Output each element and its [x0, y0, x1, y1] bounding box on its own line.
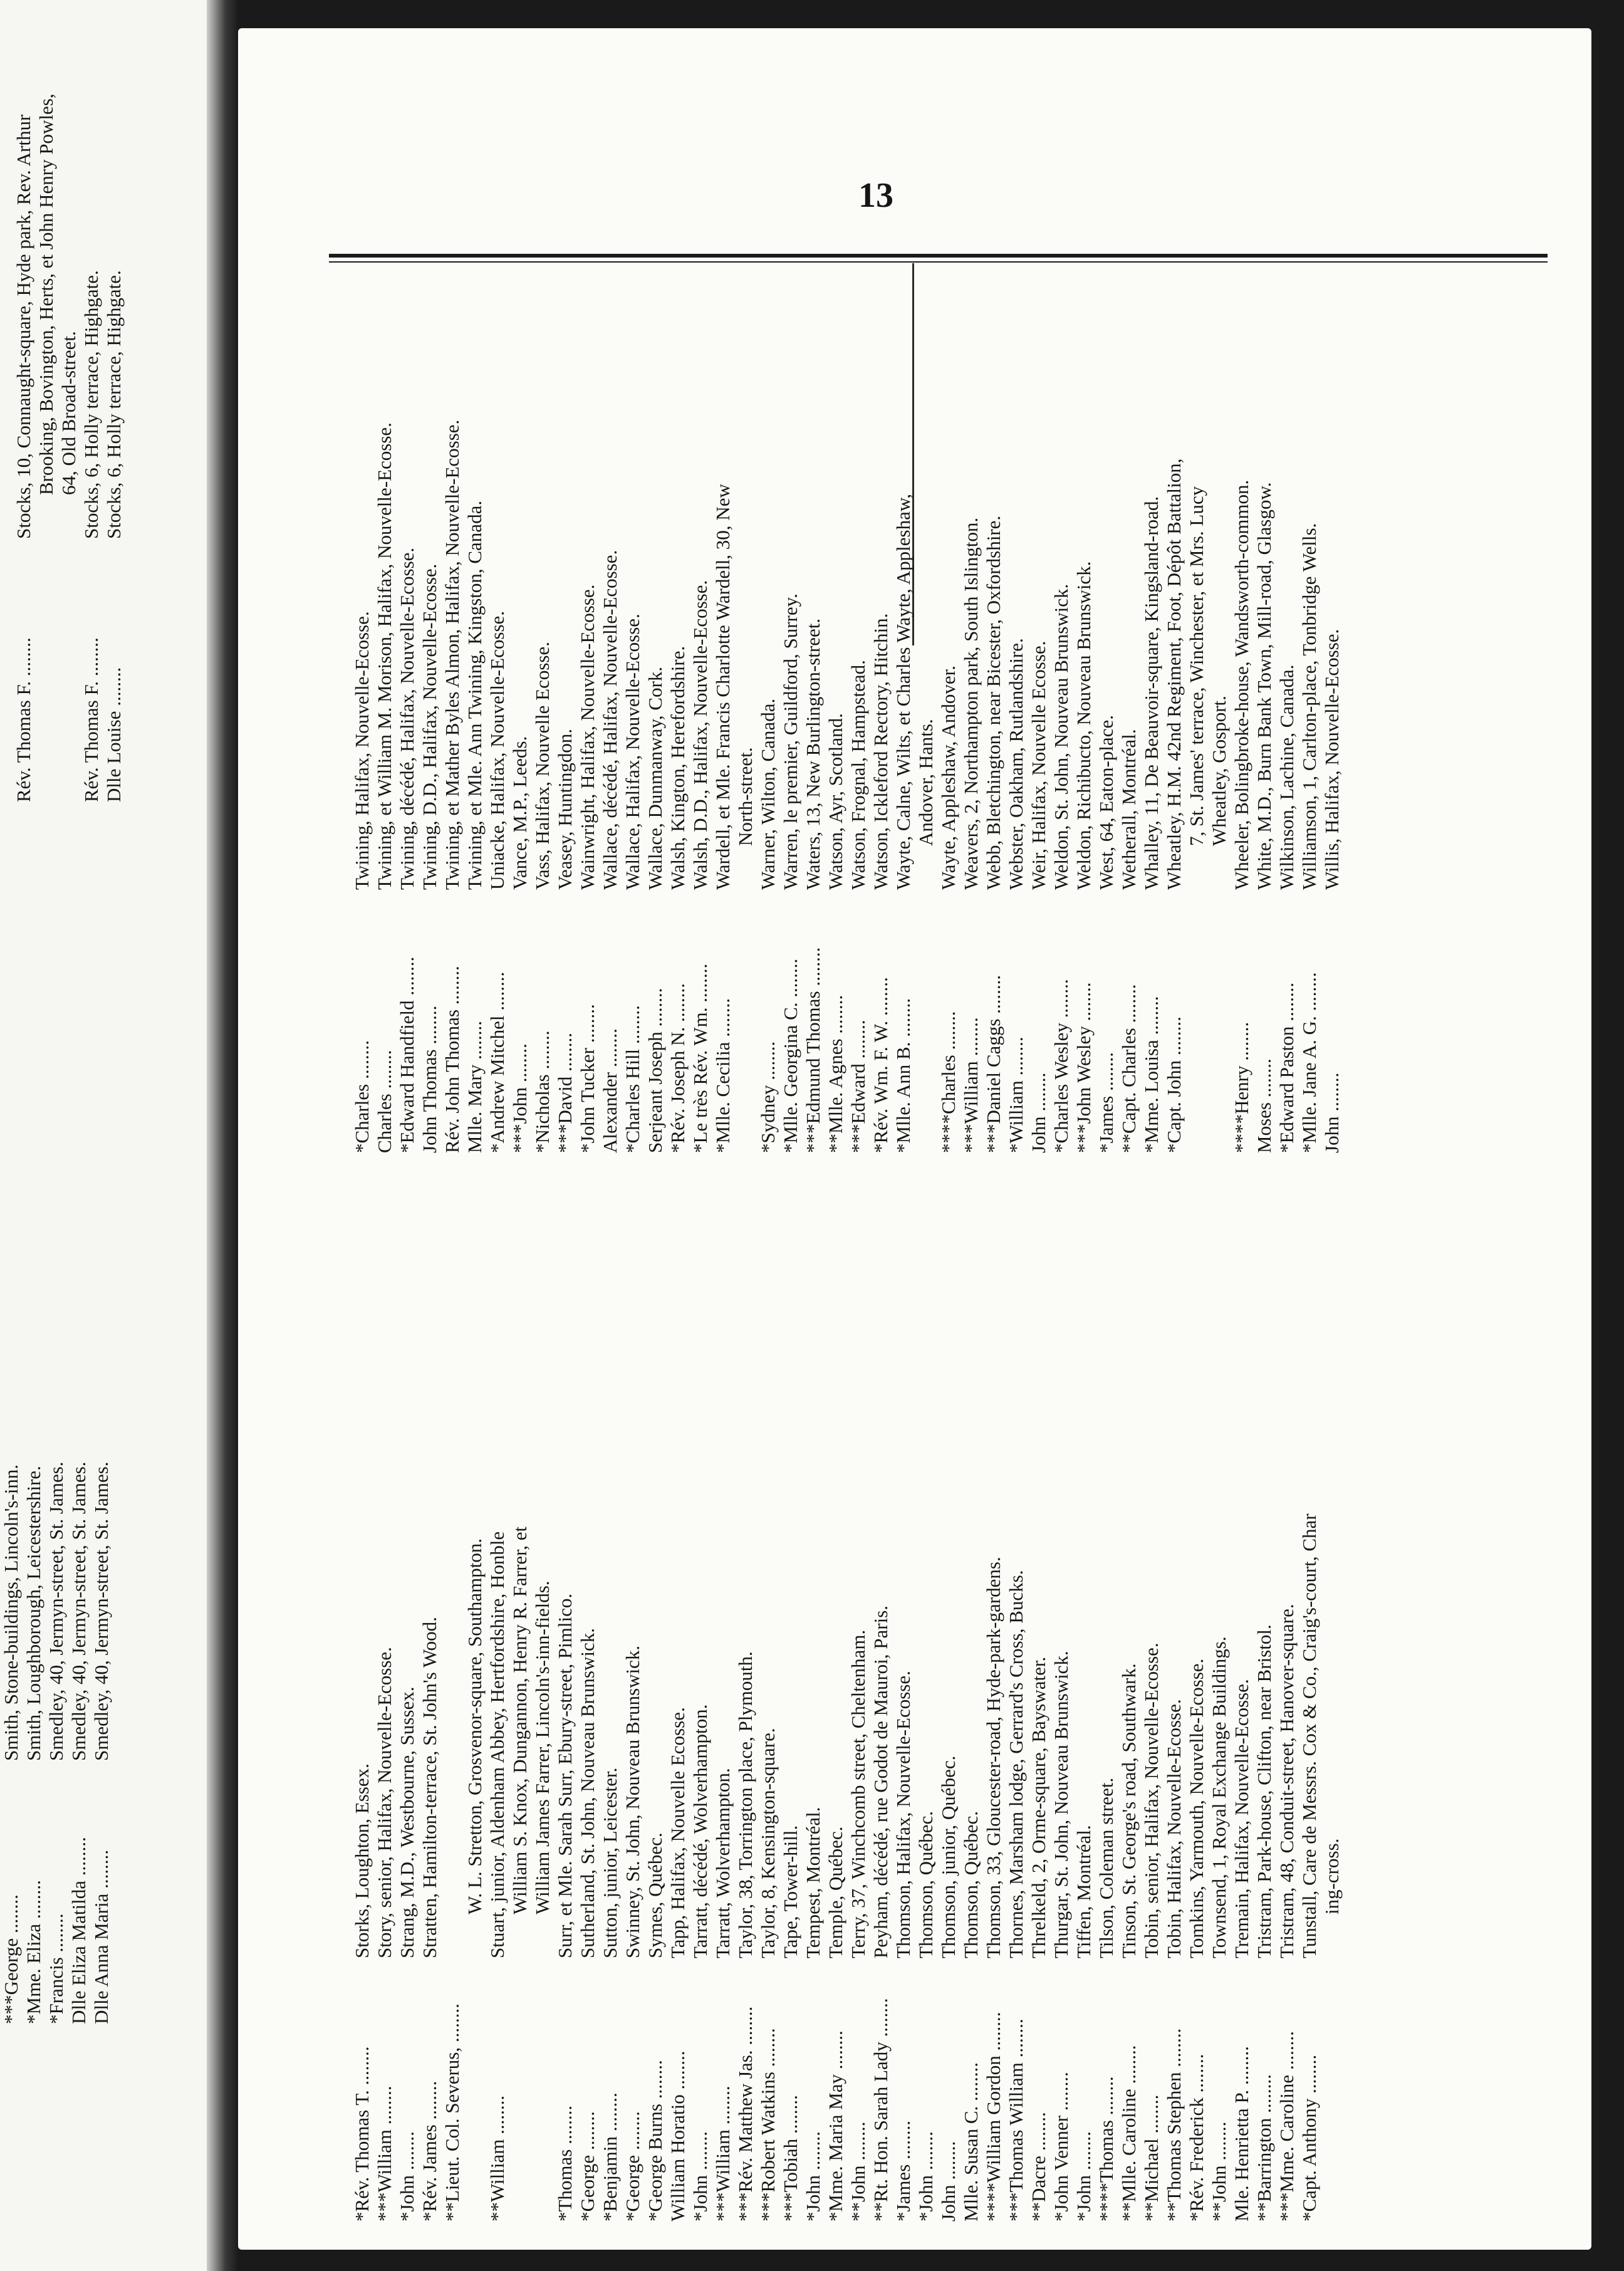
- list-entry: [1163, 1231, 1185, 2221]
- list-entry: [1163, 188, 1185, 1153]
- list-entry: [622, 1231, 644, 2221]
- entry-address: Veasey, Huntingdon.: [554, 728, 576, 890]
- entry-address: Stocks, 10, Connaught-square, Hyde park, Rev. Arthur: [13, 114, 34, 539]
- list-entry: [1321, 1231, 1343, 2221]
- entry-address: Tinson, St. George's road, Southwark.: [1118, 1663, 1140, 1958]
- entry-name: **Barrington ........: [1253, 2074, 1275, 2221]
- list-entry: [1050, 188, 1073, 1153]
- list-entry: [847, 188, 870, 1153]
- entry-name: **Thomas Stephen ........: [1163, 2028, 1185, 2221]
- entry-name: *John ........: [689, 2131, 711, 2221]
- list-entry: [1253, 1231, 1276, 2221]
- entry-name: *Thomas ........: [554, 2105, 576, 2221]
- entry-address: Tomkins, Yarmouth, Nouvelle-Ecosse.: [1185, 1658, 1207, 1958]
- entry-name: ****William Gordon ........: [982, 2012, 1004, 2221]
- entry-name: *Mlle. Jane A. G. ........: [1298, 972, 1320, 1153]
- entry-address: Twining, et William M. Morison, Halifax, Nouvelle-Ecosse.: [373, 422, 395, 890]
- page-number: 13: [858, 176, 893, 215]
- list-entry: [80, 50, 103, 802]
- entry-name: *Le très Rév. Wm. ........: [689, 963, 711, 1153]
- entry-address: Wainwright, Halifax, Nouvelle-Ecosse.: [576, 584, 598, 890]
- entry-address: Stuart, junior, Aldenham Abbey, Hertfordshire, Honble: [486, 1531, 508, 1958]
- entry-name: ***Rév. Matthew Jas. ........: [734, 2006, 756, 2221]
- entry-name: **Dacre ........: [1028, 2112, 1049, 2221]
- entry-name: *James ........: [1095, 1052, 1117, 1153]
- entry-address: Tristram, 48, Conduit-street, Hanover-square.: [1276, 1604, 1298, 1958]
- previous-page: [0, 0, 207, 2271]
- entry-address: Thomson, Québec.: [960, 1810, 982, 1958]
- list-entry: [419, 188, 441, 1153]
- book-gutter: [207, 0, 238, 2271]
- entry-name: ****Henry ........: [1231, 1021, 1252, 1153]
- list-entry: [982, 1231, 1005, 2221]
- list-entry: [1185, 1231, 1208, 2221]
- entry-address: 7, St. James' terrace, Winchester, et Mrs. Lucy: [1185, 486, 1207, 846]
- entry-address: Wayte, Appleshaw, Andover.: [937, 666, 959, 890]
- entry-name: Rév. Thomas F. ........: [80, 637, 102, 802]
- entry-address: Wallace, Dunmanway, Cork.: [644, 666, 666, 890]
- entry-address: Smedley, 40, Jermyn-street, St. James.: [68, 1461, 90, 1761]
- list-entry: [779, 188, 802, 1153]
- list-entry: [1298, 188, 1321, 1153]
- entry-name: **John ........: [1208, 2121, 1230, 2221]
- list-entry: [1073, 188, 1095, 1153]
- entry-address: Tiffen, Montréal.: [1073, 1825, 1095, 1958]
- entry-address: Symes, Québec.: [644, 1832, 666, 1958]
- entry-address: Terry, 37, Winchcomb street, Cheltenham.: [847, 1629, 869, 1958]
- entry-name: **Michael ........: [1140, 2094, 1162, 2221]
- list-entry: [825, 188, 847, 1153]
- entry-name: William Horatio ........: [667, 2050, 689, 2221]
- entry-address: Threlkeld, 2, Orme-square, Bayswater.: [1028, 1656, 1049, 1958]
- entry-address: Wallace, décédé, Halifax, Nouvelle-Ecosse.: [599, 550, 621, 890]
- entry-name: Dlle Anna Maria ........: [90, 1849, 112, 2024]
- entry-address: Stocks, 6, Holly terrace, Highgate.: [103, 270, 125, 539]
- entry-name: *Charles Wesley ........: [1050, 979, 1072, 1153]
- list-entry: [825, 1231, 847, 2221]
- entry-address: Weldon, St. John, Nouveau Brunswick.: [1050, 583, 1072, 890]
- list-entry: [1276, 188, 1298, 1153]
- entry-address: Tape, Tower-hill.: [779, 1825, 801, 1958]
- entry-address: Thurgar, St. John, Nouveau Brunswick.: [1050, 1651, 1072, 1958]
- entry-name: Mlle. Mary ........: [464, 1021, 486, 1153]
- list-entry: [576, 1231, 599, 2221]
- list-entry: [599, 188, 622, 1153]
- entry-address: Tempest, Montréal.: [802, 1807, 824, 1958]
- list-entry: [982, 188, 1005, 1153]
- list-entry: [1231, 188, 1253, 1153]
- entry-name: *Mlle. Georgina C. ........: [779, 958, 801, 1153]
- list-entry: [0, 1272, 23, 2024]
- list-entry: [464, 1231, 486, 2221]
- list-entry: [351, 1231, 373, 2221]
- list-entry: [35, 50, 58, 802]
- list-entry: [464, 188, 486, 1153]
- entry-address: Tarratt, décédé, Wolverhampton.: [689, 1704, 711, 1958]
- list-entry: [644, 188, 667, 1153]
- list-entry: [802, 188, 825, 1153]
- entry-name: ***John ........: [509, 1043, 531, 1153]
- entry-name: Rév. Thomas F. ........: [13, 637, 34, 802]
- list-entry: [1231, 1231, 1253, 2221]
- entry-address: Taylor, 8, Kensington-square.: [757, 1728, 779, 1958]
- entry-address: Surr, et Mle. Sarah Surr, Ebury-street, Pimlico.: [554, 1593, 576, 1958]
- entry-address: Warner, Wilton, Canada.: [757, 698, 779, 890]
- entry-address: Waters, 13, New Burlington-street.: [802, 618, 824, 890]
- entry-address: Thomson, 33, Gloucester-road, Hyde-park-gardens.: [982, 1557, 1004, 1958]
- entry-address: Tobin, Halifax, Nouvelle-Ecosse.: [1163, 1699, 1185, 1958]
- entry-name: *Rév. Wm. F. W. ........: [870, 977, 892, 1153]
- entry-name: *Sydney ........: [757, 1041, 779, 1153]
- list-entry: [396, 1231, 419, 2221]
- list-entry: [90, 1272, 113, 2024]
- list-entry: [1185, 188, 1208, 1153]
- entry-name: *John ........: [915, 2131, 937, 2221]
- entry-name: *Capt. John ........: [1163, 1016, 1185, 1153]
- entry-name: ***William ........: [373, 2086, 395, 2221]
- entry-address: Tarratt, Wolverhampton.: [712, 1768, 734, 1958]
- entry-name: Moses ........: [1253, 1058, 1275, 1153]
- entry-name: *George Burns ........: [644, 2060, 666, 2221]
- entry-address: Tristram, Park-house, Clifton, near Bristol.: [1253, 1624, 1275, 1958]
- entry-address: 64, Old Broad-street.: [58, 331, 80, 495]
- list-entry: [531, 1231, 554, 2221]
- entry-name: **Lieut. Col. Severus, ........: [441, 2003, 463, 2221]
- list-entry: [1028, 1231, 1050, 2221]
- entry-address: Watson, Ickleford Rectory, Hitchin.: [870, 613, 892, 890]
- list-entry: [960, 1231, 982, 2221]
- entry-name: *Nicholas ........: [531, 1030, 553, 1153]
- list-entry: [1140, 188, 1163, 1153]
- entry-address: William James Farrer, Lincoln's-inn-fields.: [531, 1580, 553, 1914]
- entry-address: W. L. Stretton, Grosvenor-square, Southampton.: [464, 1538, 486, 1914]
- entry-name: Rév. John Thomas ........: [441, 966, 463, 1153]
- list-entry: [68, 1272, 90, 2024]
- entry-address: Webster, Oakham, Rutlandshire.: [1005, 638, 1027, 890]
- entry-address: Stratten, Hamilton-terrace, St. John's Wood.: [419, 1617, 440, 1958]
- list-entry: [892, 1231, 915, 2221]
- entry-address: Temple, Québec.: [825, 1826, 846, 1958]
- entry-address: Townsend, 1, Royal Exchange Buildings.: [1208, 1636, 1230, 1958]
- list-entry: [396, 188, 419, 1153]
- entry-name: *Andrew Mitchel ........: [486, 971, 508, 1153]
- list-entry: [1253, 188, 1276, 1153]
- entry-name: John ........: [1028, 1072, 1049, 1153]
- entry-address: White, M.D., Burn Bank Town, Mill-road, Glasgow.: [1253, 482, 1275, 890]
- list-entry: [644, 1231, 667, 2221]
- entry-name: *John Venner ........: [1050, 2072, 1072, 2221]
- entry-name: ***William ........: [712, 2086, 734, 2221]
- entry-name: *Rév. Frederick ........: [1185, 2054, 1207, 2221]
- list-entry: [689, 188, 712, 1153]
- entry-address: Vance, M.P., Leeds.: [509, 736, 531, 890]
- list-entry: [1005, 188, 1028, 1153]
- entry-name: ***Tobiah ........: [779, 2095, 801, 2221]
- entry-name: *Rév. James ........: [419, 2080, 440, 2221]
- entry-name: **Mlle. Caroline ........: [1118, 2045, 1140, 2221]
- entry-name: *John ........: [1073, 2131, 1095, 2221]
- entry-address: Story, senior, Halifax, Nouvelle-Ecosse.: [373, 1647, 395, 1958]
- entry-name: ***Daniel Caggs ........: [982, 974, 1004, 1153]
- entry-name: *Francis ........: [45, 1913, 67, 2024]
- entry-address: Smith, Stone-buildings, Lincoln's-inn.: [0, 1464, 22, 1761]
- list-entry: [1276, 1231, 1298, 2221]
- entry-address: Weldon, Richibucto, Nouveau Brunswick.: [1073, 561, 1095, 890]
- entry-name: ***William ........: [960, 1017, 982, 1153]
- list-entry: [58, 50, 80, 802]
- entry-name: **Rt. Hon. Sarah Lady ........: [870, 1998, 892, 2221]
- entry-name: *John ........: [396, 2131, 418, 2221]
- list-entry: [531, 188, 554, 1153]
- entry-name: *Rév. Thomas T. ........: [351, 2046, 373, 2221]
- entry-address: Sutherland, St. John, Nouveau Brunswick.: [576, 1628, 598, 1958]
- entry-name: Serjeant Joseph ........: [644, 988, 666, 1153]
- entry-name: ***Edward ........: [847, 1020, 869, 1153]
- list-entry: [915, 188, 937, 1153]
- entry-address: Strang, M.D., Westbourne, Sussex.: [396, 1686, 418, 1958]
- list-entry: [373, 188, 396, 1153]
- entry-address: Tapp, Halifax, Nouvelle Ecosse.: [667, 1707, 689, 1958]
- prev-lower-column: [0, 1272, 113, 2024]
- list-entry: [23, 1272, 45, 2024]
- entry-name: *Mlle. Cecilia ........: [712, 998, 734, 1153]
- entry-name: ****Charles ........: [937, 1011, 959, 1153]
- entry-name: *Mme. Maria May ........: [825, 2030, 846, 2221]
- list-entry: [757, 188, 779, 1153]
- entry-address: Wheeler, Bolingbroke-house, Wandsworth-common.: [1231, 479, 1252, 890]
- entry-address: Wallace, Halifax, Nouvelle-Ecosse.: [622, 613, 643, 890]
- list-entry: [1118, 1231, 1140, 2221]
- list-entry: [441, 1231, 464, 2221]
- entry-address: Warren, le premier, Guildford, Surrey.: [779, 593, 801, 890]
- list-entry: [486, 188, 509, 1153]
- entry-name: Mle. Henrietta P. ........: [1231, 2046, 1252, 2221]
- list-entry: [1095, 188, 1118, 1153]
- entry-address: Thomson, Halifax, Nouvelle-Ecosse.: [892, 1671, 914, 1958]
- entry-address: Wilkinson, Lachine, Canada.: [1276, 664, 1298, 890]
- list-entry: [712, 188, 734, 1153]
- entry-address: Williamson, 1, Carlton-place, Tonbridge Wells.: [1298, 523, 1320, 890]
- entry-address: Walsh, D.D., Halifax, Nouvelle-Ecosse.: [689, 580, 711, 890]
- entry-address: Tobin, senior, Halifax, Nouvelle-Ecosse.: [1140, 1642, 1162, 1958]
- entry-name: **John ........: [847, 2121, 869, 2221]
- list-entry: [712, 1231, 734, 2221]
- entry-address: Uniacke, Halifax, Nouvelle-Ecosse.: [486, 610, 508, 890]
- entry-address: Tremain, Halifax, Nouvelle-Ecosse.: [1231, 1679, 1252, 1958]
- entry-name: ***Mme. Caroline ........: [1276, 2031, 1298, 2221]
- entry-name: *John ........: [802, 2131, 824, 2221]
- list-entry: [960, 188, 982, 1153]
- entry-name: *George ........: [576, 2111, 598, 2221]
- entry-name: *Mme. Louisa ........: [1140, 996, 1162, 1153]
- list-entry: [509, 1231, 531, 2221]
- entry-address: Swinney, St. John, Nouveau Brunswick.: [622, 1645, 643, 1958]
- entry-name: *William ........: [1005, 1036, 1027, 1153]
- list-entry: [915, 1231, 937, 2221]
- entry-name: Charles ........: [373, 1050, 395, 1153]
- entry-address: Wheatley, Gosport.: [1208, 696, 1230, 846]
- entry-address: Thornes, Marsham lodge, Gerrard's Cross, Bucks.: [1005, 1570, 1027, 1958]
- entry-address: Vass, Halifax, Nouvelle Ecosse.: [531, 641, 553, 890]
- list-entry: [1118, 188, 1140, 1153]
- entry-address: Wardell, et Mle. Francis Charlotte Wardell, 30, New: [712, 484, 734, 890]
- entry-address: Wetherall, Montréal.: [1118, 729, 1140, 890]
- entry-name: *Mlle. Ann B. ........: [892, 998, 914, 1153]
- entry-name: ***Edmund Thomas ........: [802, 947, 824, 1153]
- entry-name: **Mlle. Agnes ........: [825, 995, 846, 1153]
- entry-address: Thomson, Québec.: [915, 1810, 937, 1958]
- list-entry: [734, 1231, 757, 2221]
- entry-address: Thomson, junior, Québec.: [937, 1755, 959, 1958]
- list-entry: [509, 188, 531, 1153]
- entry-name: Dlle Louise ........: [103, 667, 125, 802]
- entry-address: Wheatley, H.M. 42nd Regiment, Foot, Dépôt Battalion,: [1163, 458, 1185, 890]
- entry-address: Weir, Halifax, Nouvelle Ecosse.: [1028, 640, 1049, 890]
- list-entry: [554, 1231, 576, 2221]
- entry-address: Brooking, Bovington, Herts, et John Henry Powles,: [35, 93, 57, 495]
- entry-address: Smedley, 40, Jermyn-street, St. James.: [90, 1461, 112, 1761]
- entry-name: ***George ........: [0, 1894, 22, 2024]
- list-entry: [441, 188, 464, 1153]
- entry-address: Peyham, décédé, rue Godot de Mauroi, Paris.: [870, 1605, 892, 1958]
- entry-name: ***John Wesley ........: [1073, 982, 1095, 1153]
- entry-address: Taylor, 38, Torrington place, Plymouth.: [734, 1651, 756, 1958]
- list-entry: [486, 1231, 509, 2221]
- list-entry: [937, 1231, 960, 2221]
- list-entry: [622, 188, 644, 1153]
- entry-name: *Charles Hill ........: [622, 1005, 643, 1153]
- entry-address: Smedley, 40, Jermyn-street, St. James.: [45, 1461, 67, 1761]
- list-entry: [351, 188, 373, 1153]
- entry-name: John ........: [1321, 1072, 1343, 1153]
- entry-name: John ........: [937, 2141, 959, 2221]
- list-entry: [1140, 1231, 1163, 2221]
- list-entry: [1095, 1231, 1118, 2221]
- entry-address: Smith, Loughborough, Leicestershire.: [23, 1466, 44, 1761]
- list-entry: [1298, 1231, 1321, 2221]
- list-entry: [1208, 1231, 1231, 2221]
- entry-name: **William ........: [486, 2095, 508, 2221]
- list-entry: [779, 1231, 802, 2221]
- entry-name: ***Robert Watkins ........: [757, 2028, 779, 2221]
- entry-address: Twining, Halifax, Nouvelle-Ecosse.: [351, 611, 373, 890]
- entry-address: William S. Knox, Dungannon, Henry R. Farrer, et: [509, 1526, 531, 1914]
- list-entry: [937, 188, 960, 1153]
- entry-address: Weavers, 2, Northampton park, South Islington.: [960, 517, 982, 890]
- entry-name: ****Thomas ........: [1095, 2076, 1117, 2221]
- entry-address: Twining, décédé, Halifax, Nouvelle-Ecosse.: [396, 547, 418, 890]
- list-entry: [870, 188, 892, 1153]
- entry-name: *Rév. Joseph N. ........: [667, 983, 689, 1153]
- entry-address: Watson, Ayr, Scotland.: [825, 713, 846, 890]
- entry-name: *John Tucker ........: [576, 1004, 598, 1153]
- entry-address: West, 64, Eaton-place.: [1095, 715, 1117, 890]
- list-entry: [847, 1231, 870, 2221]
- entry-name: *Edward Paston ........: [1276, 982, 1298, 1153]
- entry-address: Storks, Loughton, Essex.: [351, 1763, 373, 1958]
- entry-address: Walsh, Kington, Herefordshire.: [667, 645, 689, 890]
- entry-address: North-street.: [734, 747, 756, 846]
- list-entry: [1005, 1231, 1028, 2221]
- list-entry: [576, 188, 599, 1153]
- list-entry: [599, 1231, 622, 2221]
- list-entry: [1208, 188, 1231, 1153]
- list-entry: [554, 188, 576, 1153]
- entry-address: Tilson, Coleman street.: [1095, 1777, 1117, 1958]
- list-entry: [734, 188, 757, 1153]
- entry-address: Whalley, 11, De Beauvoir-square, Kingsland-road.: [1140, 496, 1162, 890]
- entry-name: *Edward Handfield ........: [396, 956, 418, 1153]
- entry-address: Stocks, 6, Holly terrace, Highgate.: [80, 270, 102, 539]
- entry-name: ***David ........: [554, 1032, 576, 1153]
- entry-name: John Thomas ........: [419, 1005, 440, 1153]
- entry-address: Twining, D.D., Halifax, Nouvelle-Ecosse.: [419, 563, 440, 890]
- list-entry: [802, 1231, 825, 2221]
- list-entry: [1050, 1231, 1073, 2221]
- column-left: [351, 1231, 1343, 2221]
- prev-upper-column: [13, 50, 125, 802]
- entry-address: Wayte, Calne, Wilts, et Charles Wayte, Appleshaw,: [892, 494, 914, 890]
- list-entry: [1321, 188, 1343, 1153]
- entry-address: Willis, Halifax, Nouvelle-Ecosse.: [1321, 629, 1343, 890]
- list-entry: [757, 1231, 779, 2221]
- list-entry: [45, 1272, 68, 2024]
- list-entry: [419, 1231, 441, 2221]
- list-entry: [667, 188, 689, 1153]
- entry-name: *James ........: [892, 2120, 914, 2221]
- entry-name: *George ........: [622, 2111, 643, 2221]
- entry-name: *Mme. Eliza ........: [23, 1880, 44, 2024]
- column-right: [351, 188, 1343, 1153]
- entry-name: Mlle. Susan C. ........: [960, 2062, 982, 2221]
- entry-name: **Capt. Charles ........: [1118, 984, 1140, 1153]
- entry-address: ing-cross.: [1321, 1838, 1343, 1914]
- list-entry: [870, 1231, 892, 2221]
- entry-address: Tunstall, Care de Messrs. Cox & Co., Craig's-court, Char: [1298, 1513, 1320, 1958]
- list-entry: [373, 1231, 396, 2221]
- entry-address: Watson, Frognal, Hampstead.: [847, 660, 869, 890]
- list-entry: [1028, 188, 1050, 1153]
- list-entry: [667, 1231, 689, 2221]
- entry-name: *Capt. Anthony ........: [1298, 2054, 1320, 2221]
- entry-address: Andover, Hants.: [915, 719, 937, 846]
- entry-name: *Charles ........: [351, 1040, 373, 1153]
- list-entry: [103, 50, 125, 802]
- entry-name: *Benjamin ........: [599, 2092, 621, 2221]
- entry-address: Twining, et Mather Byles Almon, Halifax, Nouvelle-Ecosse.: [441, 419, 463, 890]
- list-entry: [1073, 1231, 1095, 2221]
- entry-address: Twining, et Mle. Ann Twining, Kingston, Canada.: [464, 500, 486, 890]
- list-entry: [13, 50, 35, 802]
- entry-name: ***Thomas William ........: [1005, 2018, 1027, 2221]
- list-entry: [689, 1231, 712, 2221]
- list-entry: [892, 188, 915, 1153]
- entry-name: Dlle Eliza Matilda ........: [68, 1837, 90, 2024]
- entry-address: Sutton, junior, Leicester.: [599, 1767, 621, 1958]
- entry-name: Alexander ........: [599, 1028, 621, 1153]
- entry-address: Webb, Bletchington, near Bicester, Oxfordshire.: [982, 515, 1004, 890]
